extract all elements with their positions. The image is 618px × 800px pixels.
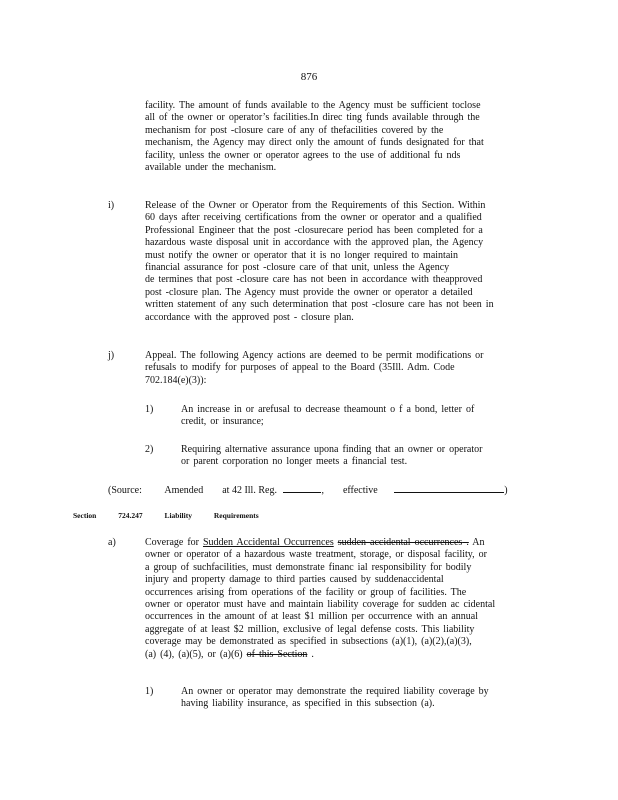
item-a-label: a) (108, 537, 116, 548)
item-i-label: i) (108, 200, 115, 211)
item-j-label: j) (108, 350, 115, 361)
text-line: all of the owner or operator’s facilities.In direc ting funds available through the (145, 112, 480, 124)
subitem-j2-paragraph (181, 444, 526, 469)
subitem-j2-label: 2) (145, 444, 154, 455)
coverage-suffix: An (468, 537, 485, 548)
item-a-paragraph (145, 537, 540, 661)
subitem-a1-label: 1) (145, 686, 154, 697)
text-line: An increase in or arefusal to decrease theamount o f a bond, letter of (181, 404, 475, 415)
text-line: accordance with the approved post - closure plan. (145, 311, 354, 323)
section-title-requirements: Requirements (213, 511, 259, 520)
text-line: coverage may be demonstrated as specified in subsections (a)(1), (a)(2),(a)(3), (145, 636, 472, 648)
text-line: occurrences arising from operations of the facility or group of facilities. The (145, 586, 467, 598)
text-line: 60 days after receiving certifications from the owner or operator and a qualified (145, 212, 482, 224)
text-line-first: Coverage for Sudden Accidental Occurrences sudden accidental occurrences . An (145, 537, 485, 548)
inserted-text: Sudden Accidental Occurrences (202, 537, 334, 548)
text-line: An owner or operator may demonstrate the required liability coverage by (181, 686, 489, 697)
text-line: mechanism, the Agency may direct only the amount of funds designated for that (145, 137, 484, 149)
blank-register-page (283, 483, 321, 493)
text-line-last (145, 649, 540, 661)
blank-effective-date (394, 483, 504, 493)
item-j-paragraph (145, 350, 540, 387)
source-open: (Source: (108, 485, 142, 496)
text-line: post -closure plan. The Agency must provide the owner or operator a detailed (145, 286, 473, 298)
text-line: having liability insurance, as specified in this subsection (a). (181, 698, 435, 710)
text-line: written statement of any such determination that post -closure care has not been in (145, 299, 494, 311)
text-line: facility. The amount of funds available to the Agency must be sufficient toclose (145, 100, 481, 111)
text-line: Appeal. The following Agency actions are deemed to be permit modifications or (145, 350, 484, 361)
page-number: 876 (300, 71, 318, 83)
source-close: ) (504, 485, 508, 496)
text-line: hazardous waste disposal unit in accordance with the approved plan, the Agency (145, 237, 484, 249)
continuation-paragraph (145, 100, 530, 174)
item-i-paragraph (145, 200, 540, 324)
subitem-j1-paragraph (181, 404, 516, 429)
text-line: available under the mechanism. (145, 162, 277, 174)
text-line: facility, unless the owner or operator agrees to the use of additional fu nds (145, 149, 461, 161)
source-note (108, 483, 508, 496)
text-line: mechanism for post -closure care of any of thefacilities covered by the (145, 124, 444, 136)
text-line: de termines that post -closure care has not been in accordance with theapproved (145, 274, 483, 286)
text-line: Release of the Owner or Operator from the Requirements of this Section. Within (145, 200, 486, 211)
source-effective: effective (342, 485, 378, 496)
source-amended: Amended (164, 485, 204, 496)
section-heading (73, 511, 279, 520)
deleted-text: of this Section (246, 648, 308, 660)
text-line: owner or operator of a hazardous waste treatment, storage, or disposal facility, or (145, 549, 487, 561)
text-line: occurrences in the amount of at least $1 million per occurrence with an annual (145, 611, 478, 623)
text-line: financial assurance for post -closure care of that unit, unless the Agency (145, 262, 450, 274)
coverage-prefix: Coverage for (145, 537, 199, 548)
text-line: credit, or insurance; (181, 416, 264, 428)
subitem-a1-paragraph (181, 686, 536, 711)
source-comma: , (321, 485, 324, 496)
section-number: 724.247 (118, 511, 143, 520)
text-line: refusals to modify for purposes of appeal to the Board (35Ill. Adm. Code (145, 362, 455, 374)
subitem-j1-label: 1) (145, 404, 154, 415)
text-line: injury and property damage to third parties caused by suddenaccidental (145, 574, 444, 586)
text-line: aggregate of at least $2 million, exclusive of legal defense costs. This liability (145, 623, 475, 635)
text-line: Professional Engineer that the post -closurecare period has been completed for a (145, 224, 483, 236)
period: . (307, 648, 314, 660)
text-line: Requiring alternative assurance upona finding that an owner or operator (181, 444, 483, 455)
deleted-text: sudden accidental occurrences (337, 537, 463, 548)
text-line: or parent corporation no longer meets a financial test. (181, 456, 408, 468)
section-title-liability: Liability (164, 511, 192, 520)
source-register-ref: at 42 Ill. Reg. (222, 485, 277, 496)
text-line: 702.184(e)(3)): (145, 374, 207, 386)
subsection-refs: (a) (4), (a)(5), or (a)(6) (145, 648, 243, 660)
section-word: Section (73, 511, 97, 520)
text-line: owner or operator must have and maintain liability coverage for sudden ac cidental (145, 599, 496, 611)
text-line: must notify the owner or operator that it is no longer required to maintain (145, 249, 459, 261)
text-line: a group of suchfacilities, must demonstrate financ ial responsibility for bodily (145, 561, 472, 573)
